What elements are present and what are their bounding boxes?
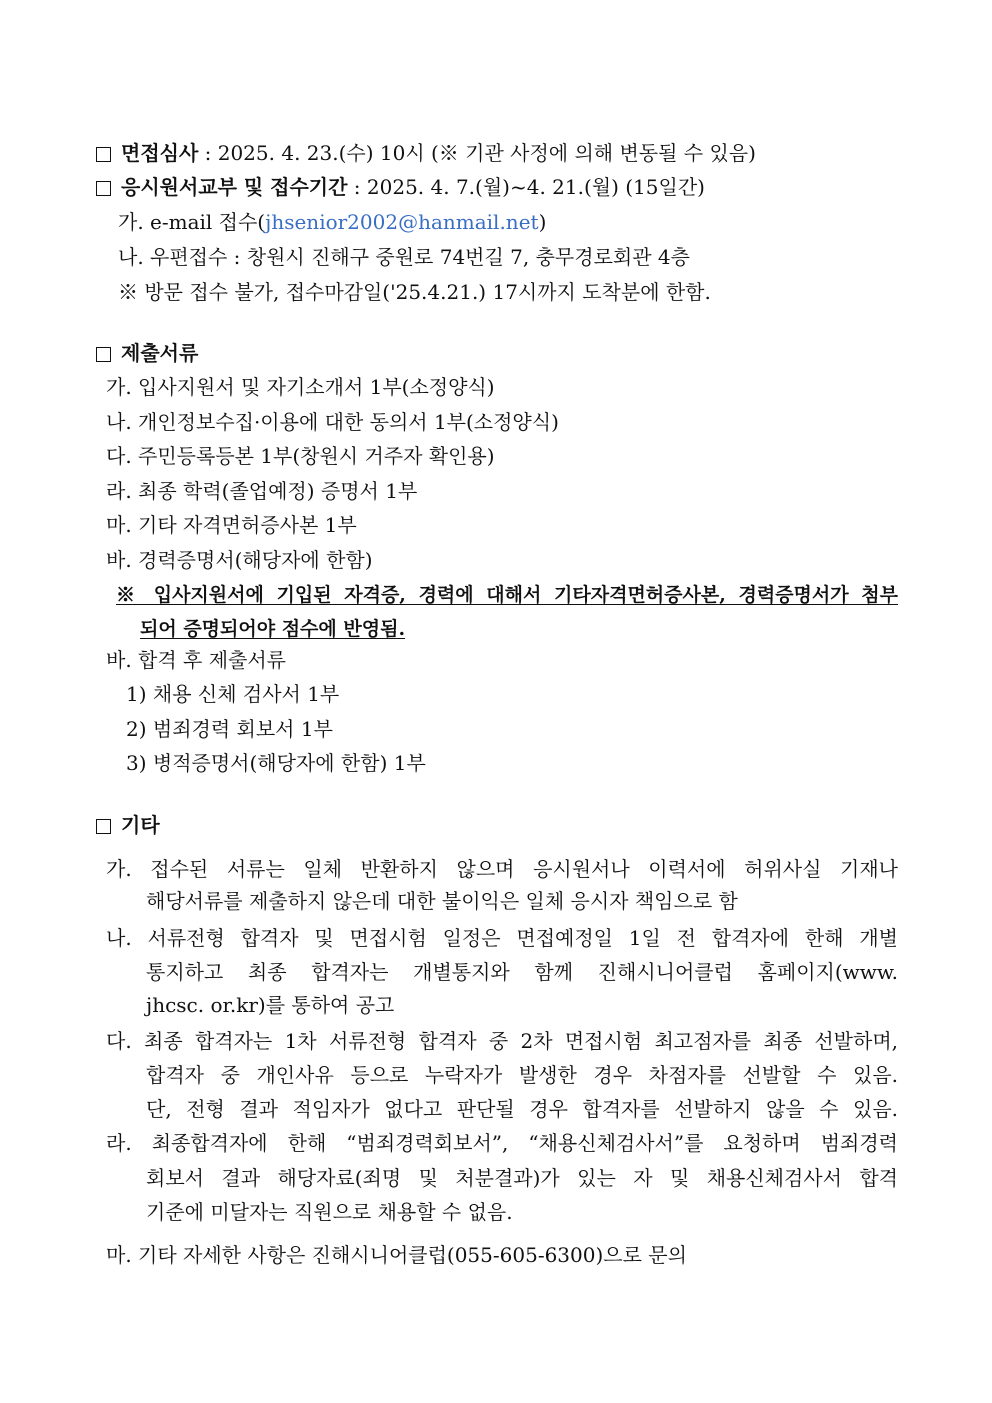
after-pass-item: 3) 병적증명서(해당자에 한함) 1부 — [126, 751, 426, 775]
etc-line-text: 마. 기타 자세한 사항은 진해시니어클럽(055-605-6300)으로 문의 — [106, 1243, 687, 1267]
after-pass-heading: 바. 합격 후 제출서류 — [106, 648, 286, 672]
etc-line-text: 가. 접수된 서류는 일체 반환하지 않으며 응시원서나 이력서에 허위사실 기재나 — [106, 857, 898, 881]
etc-line-text: 기준에 미달자는 직원으로 채용할 수 없음. — [146, 1200, 513, 1224]
etc-line-text: 합격자 중 개인사유 등으로 누락자가 발생한 경우 차점자를 선발할 수 있음. — [146, 1063, 898, 1087]
interview-line — [96, 141, 756, 165]
etc-heading: 기타 — [121, 813, 160, 837]
document-item: 바. 경력증명서(해당자에 한함) — [106, 548, 373, 572]
checkbox-square-icon — [96, 147, 111, 162]
document-item: 마. 기타 자격면허증사본 1부 — [106, 513, 357, 537]
application-text: : 2025. 4. 7.(월)~4. 21.(월) (15일간) — [347, 175, 705, 199]
document-item: 다. 주민등록등본 1부(창원시 거주자 확인용) — [106, 444, 495, 468]
documents-warning-line1: ※ 입사지원서에 기입된 자격증, 경력에 대해서 기타자격면허증사본, 경력증명서가 첨부 — [116, 584, 898, 606]
after-pass-item: 1) 채용 신체 검사서 1부 — [126, 682, 340, 706]
etc-line-text: 해당서류를 제출하지 않은데 대한 불이익은 일체 응시자 책임으로 함 — [146, 889, 738, 913]
document-item: 가. 입사지원서 및 자기소개서 1부(소정양식) — [106, 375, 495, 399]
email-suffix: ) — [538, 210, 547, 234]
documents-heading: 제출서류 — [121, 341, 199, 365]
etc-line — [96, 813, 160, 837]
mail-line: 나. 우편접수 : 창원시 진해구 중원로 74번길 7, 충무경로회관 4층 — [118, 245, 690, 269]
etc-line-text: 라. 최종합격자에 한해 “범죄경력회보서”, “채용신체검사서”를 요청하며 범죄경력 — [106, 1131, 898, 1155]
etc-line-text: jhcsc. or.kr)를 통하여 공고 — [146, 993, 395, 1017]
etc-line-text: 다. 최종 합격자는 1차 서류전형 합격자 중 2차 면접시험 최고점자를 최종 선발하며, — [106, 1029, 898, 1053]
etc-line-text: 통지하고 최종 합격자는 개별통지와 함께 진해시니어클럽 홈페이지(www. — [146, 960, 898, 984]
documents-warning-line2: 되어 증명되어야 점수에 반영됨. — [140, 618, 406, 640]
email-link[interactable]: jhsenior2002@hanmail.net — [265, 210, 539, 234]
checkbox-square-icon — [96, 347, 111, 362]
email-prefix: 가. e-mail 접수( — [118, 210, 266, 234]
application-heading: 응시원서교부 및 접수기간 — [121, 175, 348, 199]
document-item: 라. 최종 학력(졸업예정) 증명서 1부 — [106, 479, 418, 503]
etc-line-text: 나. 서류전형 합격자 및 면접시험 일정은 면접예정일 1일 전 합격자에 한해 개별 — [106, 926, 898, 950]
document-item: 나. 개인정보수집·이용에 대한 동의서 1부(소정양식) — [106, 410, 559, 434]
after-pass-item: 2) 범죄경력 회보서 1부 — [126, 717, 333, 741]
interview-text: : 2025. 4. 23.(수) 10시 (※ 기관 사정에 의해 변동될 수 있음) — [198, 141, 756, 165]
etc-line-text: 단, 전형 결과 적임자가 없다고 판단될 경우 합격자를 선발하지 않을 수 있음. — [146, 1097, 898, 1121]
documents-line — [96, 341, 198, 365]
email-line — [118, 210, 546, 234]
checkbox-square-icon — [96, 819, 111, 834]
visit-note: ※ 방문 접수 불가, 접수마감일('25.4.21.) 17시까지 도착분에 한함. — [118, 280, 711, 304]
application-line — [96, 175, 705, 199]
interview-heading: 면접심사 — [121, 141, 199, 165]
checkbox-square-icon — [96, 181, 111, 196]
etc-line-text: 회보서 결과 해당자료(죄명 및 처분결과)가 있는 자 및 채용신체검사서 합격 — [146, 1166, 898, 1190]
